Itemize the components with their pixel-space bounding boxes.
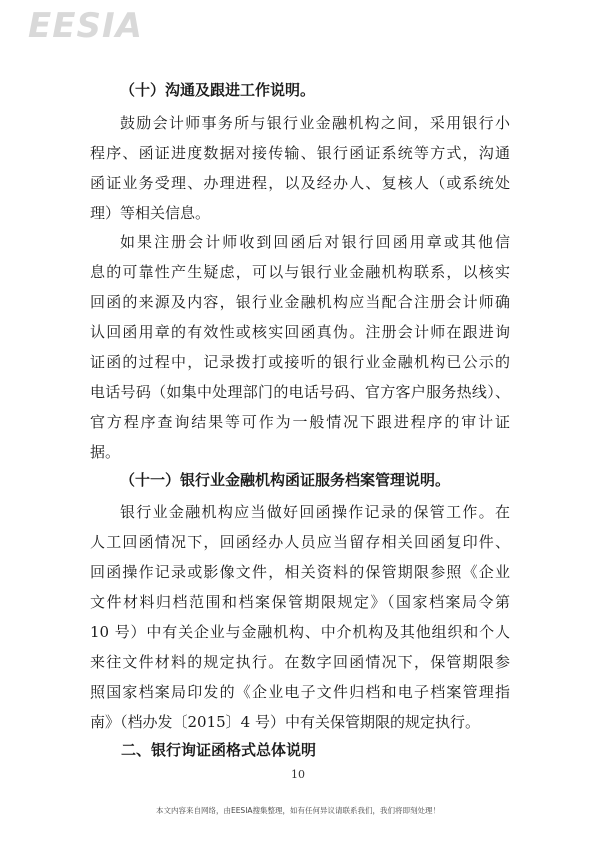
- section-2-heading: 二、银行询证函格式总体说明: [121, 741, 317, 759]
- section-11-para1-line-7: 照国家档案局印发的《企业电子文件归档和电子档案管理指: [90, 683, 510, 701]
- eesia-watermark-logo: EESIA: [28, 6, 143, 46]
- section-10-para2-line-7: 官方程序查询结果等可作为一般情况下跟进程序的审计证: [90, 413, 510, 431]
- section-10-para2-line-8: 据。: [90, 443, 121, 461]
- section-11-para1-line-8: 南》（档办发〔2015〕4 号）中有关保管期限的规定执行。: [90, 713, 480, 731]
- section-11-para1-line-6: 来往文件材料的规定执行。在数字回函情况下，保管期限参: [90, 653, 510, 671]
- section-10-para2-line-3: 回函的来源及内容，银行业金融机构应当配合注册会计师确: [90, 293, 510, 311]
- footer-disclaimer: 本文内容来自网络，由EESIA搜集整理，如有任何异议请联系我们，我们将即刻处理！: [155, 806, 441, 815]
- section-10-para2-line-5: 证函的过程中，记录拨打或接听的银行业金融机构已公示的: [90, 353, 510, 371]
- section-10-para1-line-1: 鼓励会计师事务所与银行业金融机构之间，采用银行小: [120, 114, 510, 132]
- section-11-para1-line-5: 10 号）中有关企业与金融机构、中介机构及其他组织和个人: [90, 623, 510, 641]
- section-10-para2-line-1: 如果注册会计师收到回函后对银行回函用章或其他信: [120, 233, 510, 251]
- section-11-para1-line-2: 人工回函情况下，回函经办人员应当留存相关回函复印件、: [90, 533, 510, 551]
- section-10-para1-line-4: 理）等相关信息。: [90, 204, 211, 222]
- section-10-heading: （十）沟通及跟进工作说明。: [120, 81, 316, 99]
- section-11-para1-line-1: 银行业金融机构应当做好回函操作记录的保管工作。在: [120, 503, 510, 521]
- section-10-para2-line-6: 电话号码（如集中处理部门的电话号码、官方客户服务热线）、: [90, 383, 510, 401]
- section-10-para1-line-3: 函证业务受理、办理进程，以及经办人、复核人（或系统处: [90, 174, 510, 192]
- section-10-para2-line-4: 认回函用章的有效性或核实回函真伪。注册会计师在跟进询: [90, 323, 510, 341]
- page-number: 10: [291, 768, 305, 781]
- section-10-para2-line-2: 息的可靠性产生疑虑，可以与银行业金融机构联系，以核实: [90, 263, 510, 281]
- section-10-para1-line-2: 程序、函证进度数据对接传输、银行函证系统等方式，沟通: [90, 144, 510, 162]
- section-11-para1-line-3: 回函操作记录或影像文件，相关资料的保管期限参照《企业: [90, 563, 510, 581]
- section-11-heading: （十一）银行业金融机构函证服务档案管理说明。: [120, 471, 451, 489]
- section-11-para1-line-4: 文件材料归档范围和档案保管期限规定》（国家档案局令第: [90, 593, 510, 611]
